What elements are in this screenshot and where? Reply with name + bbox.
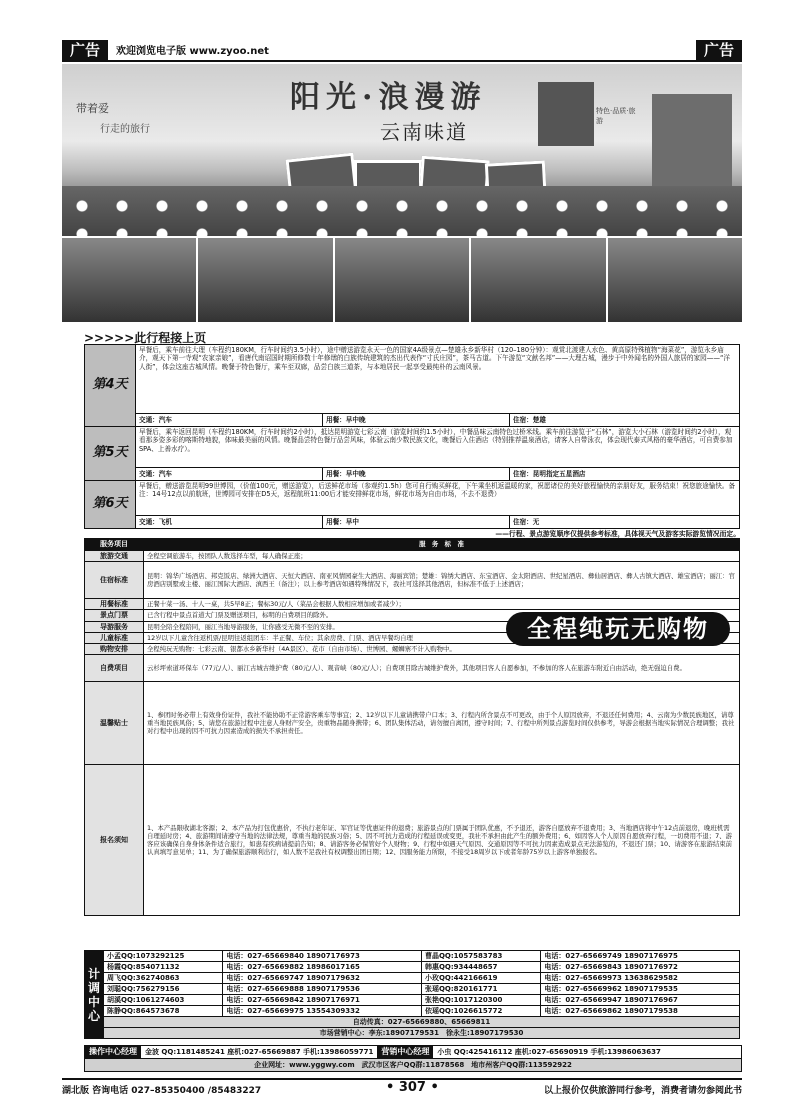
- contact-phone: 电话：027-65669947 18907176967: [541, 995, 740, 1006]
- service-label: 景点门票: [85, 610, 144, 621]
- continue-text: >>>>>此行程接上页: [84, 331, 207, 345]
- service-text: 正餐十菜一汤、十人一桌，共5早8正；餐标30元/人（菜品会根据人数相应增加或者减少）；: [144, 599, 740, 610]
- brand-logo-text: 特色·品质·旅游: [596, 107, 636, 125]
- scenery-photo-pagodas: [198, 238, 332, 322]
- contact-phone: 电话：027-65669747 18907179632: [223, 973, 422, 984]
- day-meal: 用餐：早中晚: [323, 414, 510, 427]
- day-description: 早餐后，赠送游览昆明99世博园，（价值100元，赠送游览），后送鲜花市场（参观约1.5h）您可自行购买鲜花，下午乘坐机返温暖的家，祝愿诸位的美好旅程愉快的亲朋好友，服务结束！祝您旅途愉快。备注：14号12点以前航班，世博园可安排在D5天，返程航班11:00后才能安排鲜花市场，鲜花市场为自由市场，不去不退费）: [136, 481, 740, 516]
- day-meal: 用餐：早中晚: [323, 468, 510, 481]
- operations-label: 操作中心经理: [85, 1046, 141, 1058]
- contact-phone: 电话：027-65669840 18907176973: [223, 951, 422, 962]
- service-label: 温馨贴士: [85, 682, 144, 765]
- service-text: 1、参团时务必带上有效身份证件，我社不能协助不正常游客乘车等事宜；2、12岁以下儿童请携带户口本；3、行程内所含景点不可更改，由于个人原因放弃，不退还任何费用；4、云南为少数民族地区，请尊重当地民族风俗；5、请您在旅游过程中注意人身财产安全，贵重物品随身携带；6、团队集体活动，请勿擅自离团，遵守时间；7、行程中所列景点游览时间仅供参考，导游会根据当地实际情况合理调整；我社对行程中出现的因不可抗力因素造成的损失不承担责任。: [144, 682, 740, 765]
- fax-line: 自动传真：027-65669880、65669811: [104, 1017, 740, 1028]
- day-description: 早餐后，乘车返回昆明（车程约180KM，行车时间约2小时），抵达昆明游览七彩云南（游览时间约1.5小时），中餐品味云南特色过桥米线。乘车前往游览于“石林”，游览大小石林（游览时间约2小时），观看那多姿多彩的喀斯特地貌，体味最美丽的风情。晚餐品尝特色餐厅品尝风味，体验云南少数民族文化，晚餐后入住酒店（特别推荐温泉酒店，请客人自带泳衣，体会现代泰式风格的豪华酒店，可自费参加SPA、上善水疗）。: [136, 427, 740, 468]
- service-label: 儿童标准: [85, 632, 144, 643]
- day-label: 第6天: [85, 481, 136, 529]
- service-label: 用餐标准: [85, 599, 144, 610]
- contact-phone: 电话：027-65669975 13554309332: [223, 1006, 422, 1017]
- contact-qq[interactable]: 陈静QQ:864573678: [104, 1006, 223, 1017]
- contact-qq[interactable]: 张瑶QQ:820161771: [421, 984, 540, 995]
- day-meal: 用餐：早中: [323, 516, 510, 529]
- service-label: 旅游交通: [85, 551, 144, 562]
- scenery-photo-lake: [62, 238, 196, 322]
- service-label: 报名须知: [85, 765, 144, 916]
- contact-qq[interactable]: 杨霞QQ:854071132: [104, 962, 223, 973]
- side-char: 计: [88, 966, 101, 981]
- day-label: 第4天: [85, 345, 136, 427]
- service-label: 自费项目: [85, 655, 144, 682]
- day-transport: 交通：飞机: [136, 516, 323, 529]
- contact-phone: 电话：027-65669962 18907179535: [541, 984, 740, 995]
- operations-contact: 金波 QQ:1181485241 座机:027-65669887 手机:13986059771: [145, 1048, 374, 1056]
- no-shopping-stamp: 全程纯玩无购物: [506, 612, 730, 646]
- contact-phone: 电话：027-65669882 18986017165: [223, 962, 422, 973]
- marketing-label: 营销中心经理: [377, 1046, 433, 1058]
- contact-qq[interactable]: 周飞QQ:362740863: [104, 973, 223, 984]
- banner-subtitle: 云南味道: [380, 120, 468, 144]
- ad-tag-left: 广告: [62, 40, 108, 60]
- day-label: 第5天: [85, 427, 136, 481]
- contact-phone: 电话：027-65669862 18907179538: [541, 1006, 740, 1017]
- contact-qq[interactable]: 依瑶QQ:1026615772: [421, 1006, 540, 1017]
- side-char: 心: [88, 1008, 101, 1023]
- banner-script-1: 带着爱: [76, 102, 109, 115]
- flower-field: [62, 186, 742, 236]
- service-text: 昆明：锦华广场酒店、邦克饭店、绿洲大酒店、天恒大酒店、南亚风情园豪生大酒店、海丽宾馆；楚雄：锦绣大酒店、东宝酒店、金太阳酒店、世纪星酒店、彝仙居酒店、彝人古镇大酒店、雄宝酒店；丽江：官房酒店别墅或主楼、丽江国际大酒店、滇西王（备注）；以上参考酒店如遇特殊情况下，我社可选择其他酒店，但标准不低于上述酒店；: [144, 562, 740, 599]
- day-hotel: 住宿：无: [510, 516, 740, 529]
- footer-right: 以上报价仅供旅游同行参考，消费者请勿参阅此书: [543, 1086, 742, 1096]
- service-table: [84, 538, 740, 916]
- service-label: 住宿标准: [85, 562, 144, 599]
- day-description: 早餐后，乘车前往大理（车程约180KM，行车时间约3.5小时），途中赠送游览永天一色的国家4A级景点—楚雄永乡新华村（120–180分钟）：观赏北渡建人水色、黄高原特殊植物“海菜花”，游览永乡庙介，观天下第一寺观“农家亲娘”，看唐代南诏国时期所修数十年修缮的白族传统建筑的杰出代表作“寸氏庄园”，茶马古道。下午游览“文献名邦”——大理古城，漫步于中外闻名的外国人旅居的家园——“洋人街”，体会这座古城风情。晚餐于特色餐厅，乘车至双廊，品尝白族三道茶，与本地居民一起享受最纯朴的云南风景。: [136, 345, 740, 414]
- scenery-photo-lijiang: [471, 238, 605, 322]
- scenery-photo-food: [335, 238, 469, 322]
- contact-qq[interactable]: 小孟QQ:1073292125: [104, 951, 223, 962]
- contact-qq[interactable]: 张艳QQ:1017120300: [421, 995, 540, 1006]
- contact-side-label: [85, 951, 104, 1039]
- page-header: [62, 40, 742, 60]
- service-text: 已含行程中景点首道大门票及赠送项目，标明的自费项目的除外。: [144, 610, 740, 621]
- website-line[interactable]: 企业网址：www.yggwy.com 武汉市区客户QQ群:11878568 地市州客户QQ群:113592922: [84, 1058, 742, 1072]
- day-transport: 交通：汽车: [136, 414, 323, 427]
- service-label: 导游服务: [85, 621, 144, 632]
- service-text: 全程空调旅游车，按团队人数选择车型，每人确保正座；: [144, 551, 740, 562]
- service-text: 全程纯玩无购物：七彩云南、银都水乡新华村（4A景区）、花市（自由市场）、世博园、螺蛳寨不计入购物中。: [144, 644, 740, 655]
- service-text: 云杉坪索道环保车（77元/人）、丽江古城古维护费（80元/人）、观音峡（80元/人）；自费项目除古城维护费外，其他项目客人自愿参加，不参加的客人在旅游车附近自由活动，绝无强迫自费。: [144, 655, 740, 682]
- day-transport: 交通：汽车: [136, 468, 323, 481]
- site-url[interactable]: 欢迎浏览电子版 www.zyoo.net: [116, 46, 269, 57]
- banner-script-2: 行走的旅行: [100, 124, 150, 135]
- itinerary-table: [84, 344, 740, 529]
- contact-table: [84, 950, 740, 1039]
- page-number: • 307 •: [386, 1080, 439, 1095]
- contact-phone: 电话：027-65669842 18907176971: [223, 995, 422, 1006]
- day-hotel: 住宿：昆明指定五星酒店: [510, 468, 740, 481]
- footer-left: 湖北版 咨询电话 027–85350400 /85483227: [62, 1086, 262, 1096]
- header-rule: [62, 60, 742, 62]
- contact-phone: 电话：027-65669888 18907179536: [223, 984, 422, 995]
- banner-title: 阳光·浪漫游: [290, 80, 487, 115]
- scenery-photo-mountain: [608, 238, 742, 322]
- operations-bar: [84, 1045, 742, 1059]
- service-text: 12岁以下儿童含往返机票/昆明往返组团车：半正餐、车位；其余房费、门票、酒店早餐均自理: [144, 632, 740, 643]
- brand-logo: [538, 82, 594, 146]
- marketing-contact: 小虫 QQ:425416112 座机:027-65690919 手机:13986063637: [437, 1048, 661, 1056]
- day-hotel: 住宿：楚雄: [510, 414, 740, 427]
- marketing-line: 市场营销中心：李东:18907179531 徐永生:18907179530: [104, 1028, 740, 1039]
- side-char: 调: [88, 980, 101, 995]
- contact-phone: 电话：027-65669749 18907176975: [541, 951, 740, 962]
- banner-image: [62, 64, 742, 236]
- contact-phone: 电话：027-65669973 13638629582: [541, 973, 740, 984]
- contact-qq[interactable]: 胡溪QQ:1061274603: [104, 995, 223, 1006]
- side-char: 中: [88, 994, 101, 1009]
- ad-tag-right: 广告: [696, 40, 742, 60]
- contact-qq[interactable]: 刘聪QQ:756279156: [104, 984, 223, 995]
- service-head-right: 服 务 标 准: [144, 539, 740, 551]
- contact-qq[interactable]: 韩惠QQ:934448657: [421, 962, 540, 973]
- contact-qq[interactable]: 小玫QQ:442166619: [421, 973, 540, 984]
- service-text: 昆明全陪全程陪同，丽江当地导游服务，让你感受无微不至的安排。: [144, 621, 740, 632]
- itinerary-note: ——行程、景点游览顺序仅提供参考标准，具体视天气及游客实际游览情况而定。: [495, 530, 740, 538]
- contact-qq[interactable]: 曹晶QQ:1057583783: [421, 951, 540, 962]
- service-text: 1、本产品限收湖北客源；2、本产品为打包优惠价，不执行老年证、军官证等优惠证件的退费；旅游景点的门票属于团队优惠，不予退还，游客自愿放弃不退费用；3、当地酒店将中午12点前退房，晚班机需自理延时房；4、旅游期间请遵守当地的法律法规，尊重当地的民族习俗；5、因不可抗力造成的行程延误或变更，我社不承担由此产生的额外费用；6、如因客人个人原因自愿放弃行程，一切费用不退；7、游客应该确保自身身体条件适合旅行，如患有疾病请提前告知；8、请游客务必保管好个人财物；9、行程中如遇天气原因、交通原因等不可抗力因素造成景点无法游览的，不退还门票；10、请游客在旅游结束前认真填写意见单；11、为了确保旅游顺利出行，如人数不足我社有权调整出团日期；12、因服务能力所限，不接受18周岁以下或者年龄75岁以上游客单独报名。: [144, 765, 740, 916]
- service-label: 购物安排: [85, 644, 144, 655]
- contact-phone: 电话：027-65669843 18907176972: [541, 962, 740, 973]
- photo-strip: [62, 238, 742, 322]
- service-head-left: 服务项目: [85, 539, 144, 551]
